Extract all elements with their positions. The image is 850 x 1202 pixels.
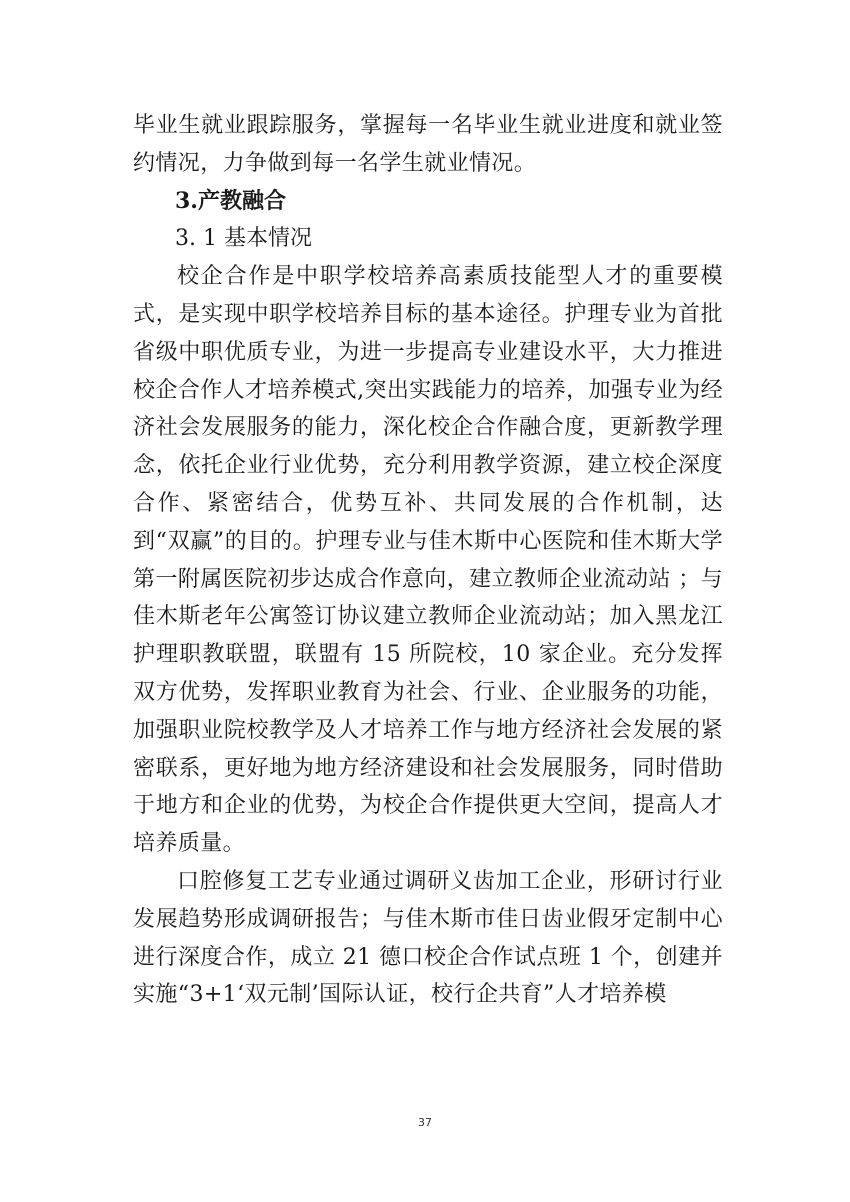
page-content: [133, 107, 723, 1014]
section-heading: 3.产教融合: [175, 187, 286, 214]
paragraph-employment-tracking: 毕业生就业跟踪服务，掌握每一名毕业生就业进度和就业签约情况，力争做到每一名学生就业情况。: [133, 113, 723, 176]
page-number: 37: [418, 1116, 432, 1129]
subsection-heading: 3. 1 基本情况: [175, 226, 312, 252]
paragraph-school-enterprise-cooperation: 校企合作是中职学校培养高素质技能型人才的重要模式，是实现中职学校培养目标的基本途径。护理专业为首批省级中职优质专业，为进一步提高专业建设水平，大力推进校企合作人才培养模式,突出实践能力的培养，加强专业为经济社会发展服务的能力，深化校企合作融合度，更新教学理念，依托企业行业优势，充分利用教学资源，建立校企深度合作、紧密结合，优势互补、共同发展的合作机制，达到“双赢”的目的。护理专业与佳木斯中心医院和佳木斯大学第一附属医院初步达成合作意向，建立教师企业流动站 ；与佳木斯老年公寓签订协议建立教师企业流动站；加入黑龙江护理职教联盟，联盟有 15 所院校，10 家企业。充分发挥双方优势，发挥职业教育为社会、行业、企业服务的功能，加强职业院校教学及人才培养工作与地方经济社会发展的紧密联系，更好地为地方经济建设和社会发展服务，同时借助于地方和企业的优势，为校企合作提供更大空间，提高人才培养质量。: [133, 264, 723, 857]
paragraph-dental-restoration: 口腔修复工艺专业通过调研义齿加工企业，形研讨行业发展趋势形成调研报告；与佳木斯市佳日齿业假牙定制中心进行深度合作，成立 21 德口校企合作试点班 1 个，创建并实施“3+1‘双元制’国际认证，校行企共育”人才培养模: [133, 868, 723, 1008]
